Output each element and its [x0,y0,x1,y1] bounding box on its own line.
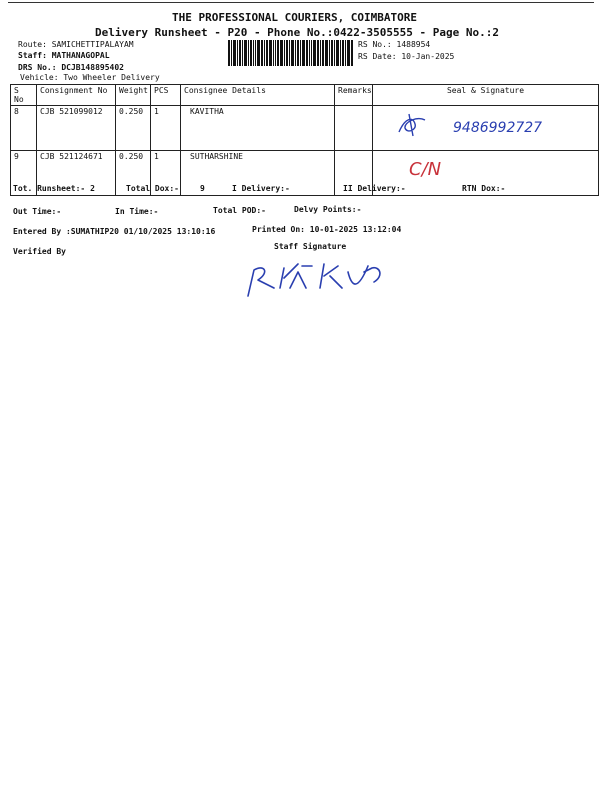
printed-on: Printed On: 10-01-2025 13:12:04 [252,225,402,234]
barcode-icon [228,40,353,66]
cell-consignment: CJB 521124671 [37,151,116,196]
cell-consignee [181,106,335,151]
col-pcs: PCS [151,85,181,106]
rs-no-label: RS No.: 1488954 [358,40,431,49]
total-dox-value: 9 [200,184,205,193]
verified-by: Verified By [13,247,66,256]
col-remarks: Remarks [335,85,373,106]
runsheet-table [10,84,599,196]
cell-pcs: 1 [151,151,181,196]
cell-sno: 8 [11,106,37,151]
staff-label: Staff: MATHANAGOPAL [18,51,110,60]
cell-weight: 0.250 [116,106,151,151]
cell-remarks [335,106,373,151]
phone-handwritten: 9486992727 [453,120,543,136]
company-title: THE PROFESSIONAL COURIERS, COIMBATORE [172,11,418,24]
tot-runsheet: Tot. Runsheet:- 2 [13,184,95,193]
table-header-row [11,85,599,106]
ii-delivery: II Delivery:- [343,184,406,193]
route-label: Route: SAMICHETTIPALAYAM [18,40,134,49]
cell-pcs: 1 [151,106,181,151]
rs-date-label: RS Date: 10-Jan-2025 [358,52,455,61]
table-row [11,106,599,151]
table-row [11,151,599,196]
top-rule [8,2,594,3]
total-dox-label: Total Dox:- [126,184,179,193]
consignee-name: KAVITHA [190,107,224,116]
cell-weight: 0.250 [116,151,151,196]
entered-by: Entered By :SUMATHIP20 01/10/2025 13:10:16 [13,227,216,236]
consignee-name: SUTHARSHINE [190,152,243,161]
cell-consignment: CJB 521099012 [37,106,116,151]
delvy-points: Delvy Points:- [294,205,362,214]
cell-sno: 9 [11,151,37,196]
col-sno: S No [11,85,37,106]
cell-seal [373,106,599,151]
drs-no-label: DRS No.: DCJB148895402 [18,63,124,72]
staff-signature-label: Staff Signature [274,242,347,251]
col-weight: Weight [116,85,151,106]
col-seal-signature: Seal & Signature [373,85,599,106]
rtn-dox: RTN Dox:- [462,184,506,193]
col-consignee-details: Consignee Details [181,85,335,106]
out-time: Out Time:- [13,207,62,216]
in-time: In Time:- [115,207,159,216]
runsheet-subtitle: Delivery Runsheet - P20 - Phone No.:0422-3505555 - Page No.:2 [95,26,499,39]
signature-icon [395,110,437,140]
i-delivery: I Delivery:- [232,184,290,193]
staff-signature-icon [240,258,400,300]
cn-handwritten: C/N [409,159,442,180]
total-pod: Total POD:- [213,206,266,215]
vehicle-label: Vehicle: Two Wheeler Delivery [20,73,160,82]
col-consignment-no: Consignment No [37,85,116,106]
